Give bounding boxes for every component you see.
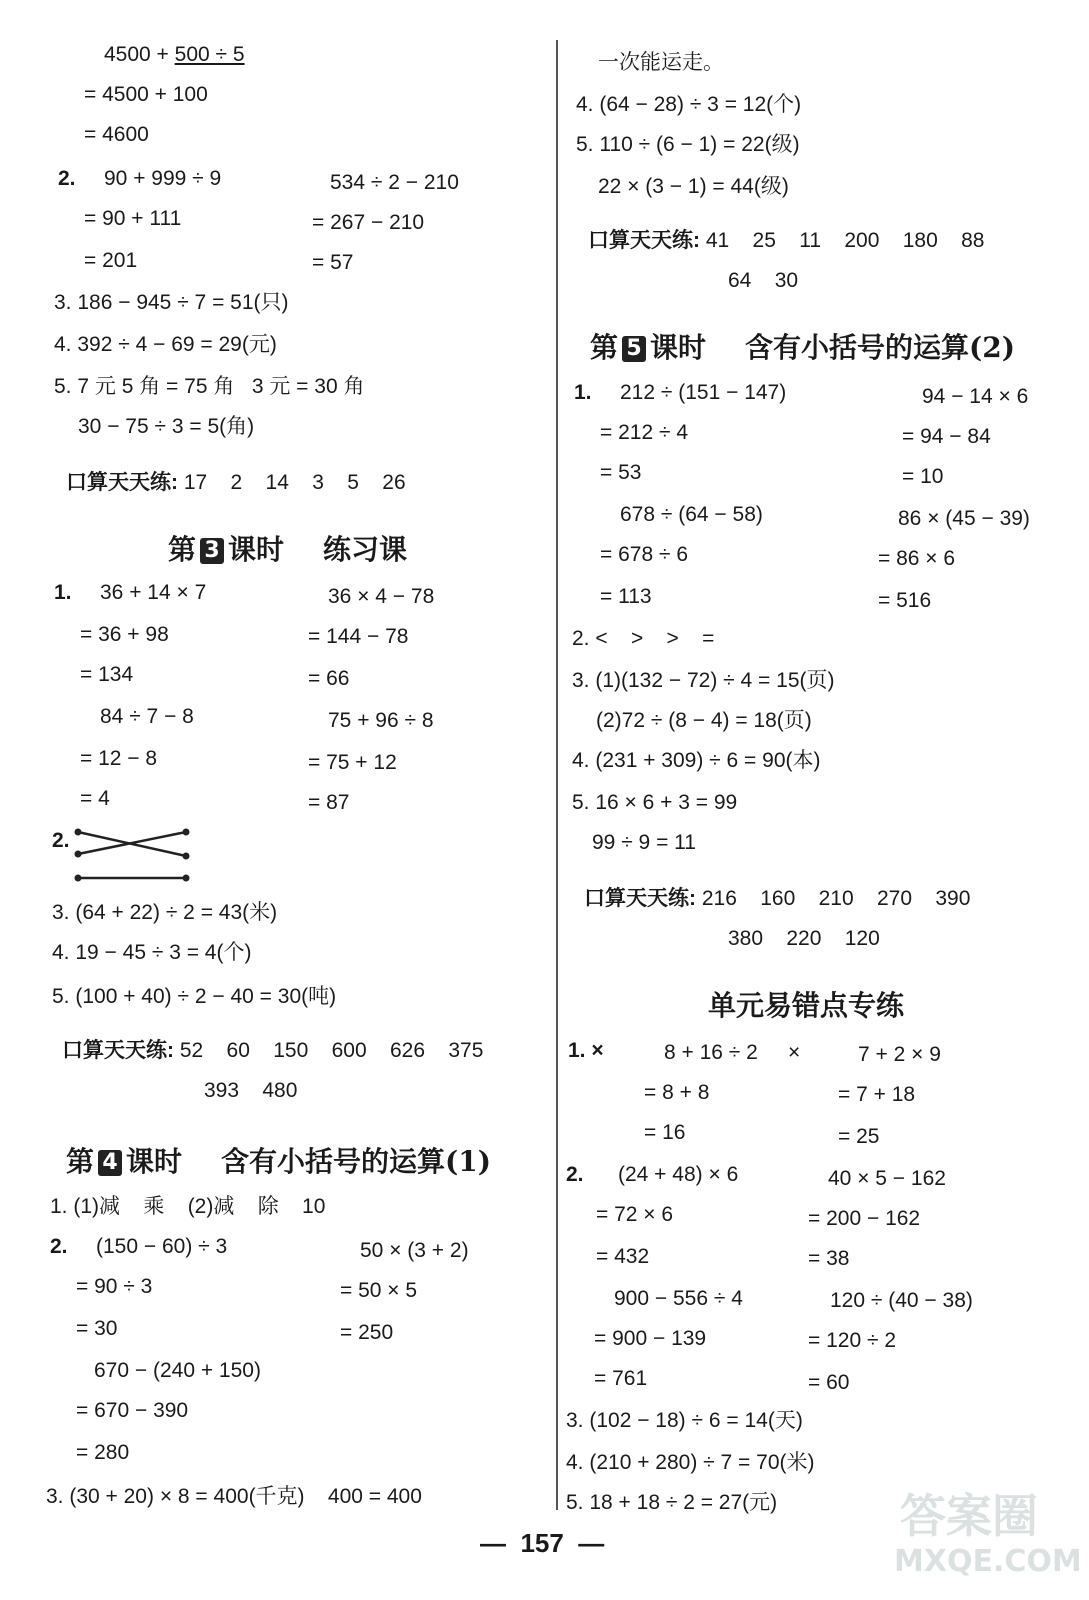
oral-practice-values: 380 220 120 (728, 927, 880, 950)
oral-practice (584, 886, 970, 912)
calc-line: 40 × 5 − 162 (828, 1167, 946, 1190)
calc-line: = 86 × 6 (878, 547, 956, 570)
answer-line: 4. (231 + 309) ÷ 6 = 90(本) (572, 749, 821, 772)
calc-line: 36 × 4 − 78 (328, 585, 435, 608)
calc-line: 75 + 96 ÷ 8 (328, 709, 434, 732)
answer-line: 5. 7 元 5 角 = 75 角 3 元 = 30 角 (54, 375, 365, 398)
calc-line (104, 42, 245, 68)
oral-practice-label: 口算天天练: (62, 1039, 174, 1062)
calc-line: = 57 (312, 251, 354, 274)
lesson-number-badge: 5 (622, 336, 646, 362)
calc-line: = 66 (308, 667, 350, 690)
heading-prefix: 第 (590, 331, 619, 364)
calc-line: = 201 (84, 249, 138, 272)
answer-line: 3. (30 + 20) × 8 = 400(千克) 400 = 400 (46, 1485, 422, 1508)
answer-line: 99 ÷ 9 = 11 (592, 831, 696, 854)
question-number: 2. (566, 1163, 584, 1186)
calc-line: = 94 − 84 (902, 425, 991, 448)
answer-line: 一次能运走。 (598, 51, 724, 74)
calc-line: = 8 + 8 (644, 1081, 710, 1104)
matching-lines-diagram (72, 826, 196, 886)
lesson-heading (590, 326, 1015, 366)
oral-practice-values: 52 60 150 600 626 375 (179, 1039, 484, 1062)
calc-line: = 16 (644, 1121, 686, 1144)
answer-line: 22 × (3 − 1) = 44(级) (598, 175, 789, 198)
answer-line: 4. (210 + 280) ÷ 7 = 70(米) (566, 1451, 815, 1474)
calc-line: 86 × (45 − 39) (898, 507, 1030, 530)
oral-practice-values: 64 30 (728, 269, 799, 292)
calc-line: = 12 − 8 (80, 747, 158, 770)
oral-practice-values: 17 2 14 3 5 26 (183, 471, 406, 494)
question-number: 1. × (568, 1039, 604, 1062)
calc-line: = 678 ÷ 6 (600, 543, 689, 566)
calc-line: = 25 (838, 1125, 880, 1148)
calc-line: = 30 (76, 1317, 118, 1340)
answer-line: 4. (64 − 28) ÷ 3 = 12(个) (576, 93, 802, 116)
watermark-text: 答案圈 (900, 1489, 1038, 1543)
watermark-url: MXQE.COM (894, 1544, 1082, 1579)
oral-practice-values: 393 480 (204, 1079, 298, 1102)
calc-line: 678 ÷ (64 − 58) (620, 503, 763, 526)
oral-practice-label: 口算天天练: (66, 471, 178, 494)
calc-line: = 250 (340, 1321, 394, 1344)
calc-line: 212 ÷ (151 − 147) (620, 381, 787, 404)
calc-line: = 280 (76, 1441, 130, 1464)
lesson-number-badge: 3 (200, 538, 224, 564)
calc-line: 534 ÷ 2 − 210 (330, 171, 459, 194)
calc-line: (150 − 60) ÷ 3 (96, 1235, 228, 1258)
calc-line: = 53 (600, 461, 642, 484)
heading-title: 课时 含有小括号的运算(2) (650, 331, 1015, 364)
answer-line: 4. 392 ÷ 4 − 69 = 29(元) (54, 333, 277, 356)
calc-line: 670 − (240 + 150) (94, 1359, 261, 1382)
calc-line: = 36 + 98 (80, 623, 169, 646)
answer-line: 5. 18 + 18 ÷ 2 = 27(元) (566, 1491, 778, 1514)
column-divider (556, 40, 558, 1510)
calc-line: 120 ÷ (40 − 38) (830, 1289, 973, 1312)
calc-line: = 670 − 390 (76, 1399, 189, 1422)
calc-line: = 267 − 210 (312, 211, 425, 234)
answer-line: 3. 186 − 945 ÷ 7 = 51(只) (54, 291, 289, 314)
calc-line: = 50 × 5 (340, 1279, 418, 1302)
calc-line: (24 + 48) × 6 (618, 1163, 739, 1186)
answer-line: 5. 16 × 6 + 3 = 99 (572, 791, 738, 814)
question-number: 1. (54, 581, 72, 604)
oral-practice (588, 228, 984, 254)
calc-line: = 516 (878, 589, 932, 612)
lesson-number-badge: 4 (98, 1150, 122, 1176)
answer-line: 5. 110 ÷ (6 − 1) = 22(级) (576, 133, 800, 156)
question-number: 2. (50, 1235, 68, 1258)
calc-line: 90 + 999 ÷ 9 (104, 167, 222, 190)
calc-line: = 120 ÷ 2 (808, 1329, 897, 1352)
calc-line: = 113 (600, 585, 652, 608)
calc-line: = 90 ÷ 3 (76, 1275, 153, 1298)
calc-line: = 90 + 111 (84, 207, 182, 230)
calc-line: = 900 − 139 (594, 1327, 707, 1350)
answer-line: 1. (1)减 乘 (2)减 除 10 (50, 1195, 326, 1218)
answer-line: 3. (64 + 22) ÷ 2 = 43(米) (52, 901, 278, 924)
question-number: 2. (52, 829, 70, 852)
calc-line: = 10 (902, 465, 944, 488)
question-number: 1. (574, 381, 592, 404)
answer-line: (2)72 ÷ (8 − 4) = 18(页) (596, 709, 812, 732)
calc-line: = 4600 (84, 123, 149, 146)
calc-line: = 761 (594, 1367, 648, 1390)
calc-line: 900 − 556 ÷ 4 (614, 1287, 743, 1310)
calc-line: = 72 × 6 (596, 1203, 674, 1226)
question-number: 2. (58, 167, 76, 190)
calc-line: = 75 + 12 (308, 751, 397, 774)
calc-line: = 4 (80, 787, 110, 810)
heading-title: 课时 练习课 (228, 533, 408, 566)
answer-line: 3. (1)(132 − 72) ÷ 4 = 15(页) (572, 669, 835, 692)
expr-part: 4500 + (104, 43, 175, 66)
calc-line: = 200 − 162 (808, 1207, 921, 1230)
calc-line: = 87 (308, 791, 350, 814)
page-number: — 157 — (480, 1528, 605, 1558)
underlined-part: 500 ÷ 5 (174, 43, 245, 66)
answer-line: 5. (100 + 40) ÷ 2 − 40 = 30(吨) (52, 985, 337, 1008)
calc-line: 7 + 2 × 9 (858, 1043, 941, 1066)
oral-practice (66, 470, 406, 496)
calc-line: 94 − 14 × 6 (922, 385, 1029, 408)
calc-line: = 134 (80, 663, 134, 686)
oral-practice (62, 1038, 483, 1064)
heading-prefix: 第 (66, 1145, 95, 1178)
oral-practice-values: 216 160 210 270 390 (701, 887, 971, 910)
answer-line: 4. 19 − 45 ÷ 3 = 4(个) (52, 941, 252, 964)
cross-mark: × (788, 1041, 801, 1064)
answer-line: 3. (102 − 18) ÷ 6 = 14(天) (566, 1409, 803, 1432)
lesson-heading (168, 528, 407, 568)
lesson-heading (66, 1140, 491, 1180)
calc-line: = 432 (596, 1245, 650, 1268)
oral-practice-values: 41 25 11 200 180 88 (705, 229, 985, 252)
calc-line: = 60 (808, 1371, 850, 1394)
oral-practice-label: 口算天天练: (588, 229, 700, 252)
heading-title: 课时 含有小括号的运算(1) (126, 1145, 491, 1178)
answer-line: 2. < > > = (572, 627, 715, 650)
calc-line: = 4500 + 100 (84, 83, 208, 106)
oral-practice-label: 口算天天练: (584, 887, 696, 910)
answer-line: 30 − 75 ÷ 3 = 5(角) (78, 415, 255, 438)
heading-prefix: 第 (168, 533, 197, 566)
calc-line: = 7 + 18 (838, 1083, 916, 1106)
calc-line: 84 ÷ 7 − 8 (100, 705, 194, 728)
watermark-logo (880, 1480, 1080, 1590)
calc-line: 50 × (3 + 2) (360, 1239, 469, 1262)
calc-line: 8 + 16 ÷ 2 (664, 1041, 758, 1064)
calc-line: 36 + 14 × 7 (100, 581, 207, 604)
calc-line: = 212 ÷ 4 (600, 421, 689, 444)
calc-line: = 38 (808, 1247, 850, 1270)
section-heading: 单元易错点专练 (708, 989, 905, 1022)
calc-line: = 144 − 78 (308, 625, 409, 648)
